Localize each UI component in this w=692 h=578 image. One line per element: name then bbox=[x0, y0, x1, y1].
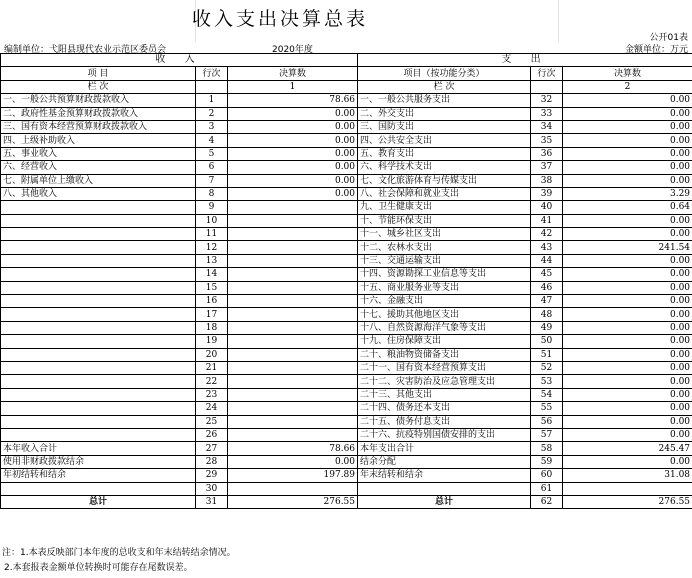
income-item bbox=[1, 295, 196, 308]
table-row bbox=[1, 361, 692, 374]
income-header: 收 入 bbox=[1, 54, 358, 67]
income-amount: 78.66 bbox=[228, 94, 358, 107]
column-index: 1 bbox=[228, 80, 358, 93]
expense-row-no: 60 bbox=[531, 469, 563, 482]
expense-item: 十九、住房保障支出 bbox=[358, 335, 531, 348]
total-label: 总计 bbox=[1, 495, 196, 508]
expense-amount: 3.29 bbox=[563, 187, 692, 200]
expense-item: 二、外交支出 bbox=[358, 107, 531, 120]
expense-item: 四、公共安全支出 bbox=[358, 134, 531, 147]
income-row-no: 28 bbox=[196, 455, 228, 468]
expense-amount: 0.00 bbox=[563, 134, 692, 147]
expense-item: 十八、自然资源海洋气象等支出 bbox=[358, 321, 531, 334]
income-amount: 0.00 bbox=[228, 134, 358, 147]
expense-row-no: 41 bbox=[531, 214, 563, 227]
expense-amount: 0.00 bbox=[563, 455, 692, 468]
column-label: 栏 次 bbox=[358, 80, 531, 93]
table-row bbox=[1, 268, 692, 281]
expense-amount: 0.64 bbox=[563, 201, 692, 214]
expense-row-no: 33 bbox=[531, 107, 563, 120]
income-row-no: 24 bbox=[196, 402, 228, 415]
income-row-no: 22 bbox=[196, 375, 228, 388]
income-item: 一、一般公共预算财政拨款收入 bbox=[1, 94, 196, 107]
table-row bbox=[1, 428, 692, 441]
expense-row-no: 56 bbox=[531, 415, 563, 428]
income-amount bbox=[228, 482, 358, 495]
expense-item: 结余分配 bbox=[358, 455, 531, 468]
expense-amount: 0.00 bbox=[563, 94, 692, 107]
income-row-no: 31 bbox=[196, 495, 228, 508]
expense-row-no: 43 bbox=[531, 241, 563, 254]
table-row bbox=[1, 469, 692, 482]
expense-row-no: 59 bbox=[531, 455, 563, 468]
income-row-no: 15 bbox=[196, 281, 228, 294]
table-row bbox=[1, 442, 692, 455]
income-item bbox=[1, 388, 196, 401]
income-amount bbox=[228, 281, 358, 294]
income-row-no: 7 bbox=[196, 174, 228, 187]
expense-amount: 0.00 bbox=[563, 174, 692, 187]
income-amount bbox=[228, 201, 358, 214]
income-row-no: 12 bbox=[196, 241, 228, 254]
income-row-no: 18 bbox=[196, 321, 228, 334]
expense-amount: 0.00 bbox=[563, 295, 692, 308]
expense-row-no: 51 bbox=[531, 348, 563, 361]
expense-item: 十四、资源勘探工业信息等支出 bbox=[358, 268, 531, 281]
expense-item: 十六、金融支出 bbox=[358, 295, 531, 308]
expense-row-no: 55 bbox=[531, 402, 563, 415]
amount-unit: 金额单位：万元 bbox=[624, 45, 688, 55]
column-index: 2 bbox=[563, 80, 692, 93]
expense-item bbox=[358, 482, 531, 495]
expense-item: 年末结转和结余 bbox=[358, 469, 531, 482]
income-item bbox=[1, 375, 196, 388]
expense-row-no: 40 bbox=[531, 201, 563, 214]
expense-row-no: 62 bbox=[531, 495, 563, 508]
table-row bbox=[1, 107, 692, 120]
row-no-header: 行次 bbox=[531, 67, 563, 80]
income-amount bbox=[228, 361, 358, 374]
income-item: 四、上级补助收入 bbox=[1, 134, 196, 147]
income-row-no: 6 bbox=[196, 161, 228, 174]
income-item: 五、事业收入 bbox=[1, 147, 196, 160]
income-item bbox=[1, 281, 196, 294]
table-row bbox=[1, 281, 692, 294]
income-row-no: 25 bbox=[196, 415, 228, 428]
income-item bbox=[1, 201, 196, 214]
expense-item: 二十五、债务付息支出 bbox=[358, 415, 531, 428]
income-amount: 0.00 bbox=[228, 120, 358, 133]
expense-total: 276.55 bbox=[563, 495, 692, 508]
income-item bbox=[1, 228, 196, 241]
expense-row-no: 48 bbox=[531, 308, 563, 321]
expense-row-no: 50 bbox=[531, 335, 563, 348]
expense-item: 九、卫生健康支出 bbox=[358, 201, 531, 214]
income-item: 六、经营收入 bbox=[1, 161, 196, 174]
expense-amount: 0.00 bbox=[563, 161, 692, 174]
income-row-no: 14 bbox=[196, 268, 228, 281]
income-item: 七、附属单位上缴收入 bbox=[1, 174, 196, 187]
income-row-no: 17 bbox=[196, 308, 228, 321]
income-row-no: 1 bbox=[196, 94, 228, 107]
expense-item: 三、国防支出 bbox=[358, 120, 531, 133]
expense-amount: 0.00 bbox=[563, 388, 692, 401]
expense-item: 十二、农林水支出 bbox=[358, 241, 531, 254]
income-item bbox=[1, 415, 196, 428]
expense-amount: 0.00 bbox=[563, 335, 692, 348]
expense-amount: 31.08 bbox=[563, 469, 692, 482]
expense-row-no: 53 bbox=[531, 375, 563, 388]
income-amount bbox=[228, 295, 358, 308]
income-row-no: 30 bbox=[196, 482, 228, 495]
column-label: 栏 次 bbox=[1, 80, 196, 93]
table-row bbox=[1, 375, 692, 388]
expense-amount: 0.00 bbox=[563, 321, 692, 334]
expense-item: 十一、城乡社区支出 bbox=[358, 228, 531, 241]
expense-amount bbox=[563, 482, 692, 495]
form-code: 公开01表 bbox=[649, 33, 688, 43]
expense-row-no: 54 bbox=[531, 388, 563, 401]
footnote: 注：1.本表反映部门本年度的总收支和年末结转结余情况。 bbox=[2, 548, 236, 558]
expense-amount: 0.00 bbox=[563, 120, 692, 133]
expense-row-no: 42 bbox=[531, 228, 563, 241]
income-item bbox=[1, 428, 196, 441]
expense-item: 八、社会保障和就业支出 bbox=[358, 187, 531, 200]
income-amount bbox=[228, 321, 358, 334]
expense-item: 五、教育支出 bbox=[358, 147, 531, 160]
income-amount bbox=[228, 375, 358, 388]
expense-amount: 0.00 bbox=[563, 107, 692, 120]
income-item bbox=[1, 482, 196, 495]
expense-row-no: 37 bbox=[531, 161, 563, 174]
income-item: 三、国有资本经营预算财政拨款收入 bbox=[1, 120, 196, 133]
expense-item: 十三、交通运输支出 bbox=[358, 254, 531, 267]
expense-row-no: 32 bbox=[531, 94, 563, 107]
table-row bbox=[1, 174, 692, 187]
expense-row-no: 47 bbox=[531, 295, 563, 308]
table-row bbox=[1, 348, 692, 361]
income-item bbox=[1, 308, 196, 321]
expense-item: 二十一、国有资本经营预算支出 bbox=[358, 361, 531, 374]
income-row-no: 10 bbox=[196, 214, 228, 227]
income-row-no: 9 bbox=[196, 201, 228, 214]
income-row-no: 13 bbox=[196, 254, 228, 267]
income-item: 二、政府性基金预算财政拨款收入 bbox=[1, 107, 196, 120]
table-row bbox=[1, 254, 692, 267]
expense-header: 支 出 bbox=[358, 54, 692, 67]
expense-item: 二十二、灾害防治及应急管理支出 bbox=[358, 375, 531, 388]
expense-item: 二十、粮油物资储备支出 bbox=[358, 348, 531, 361]
income-item bbox=[1, 335, 196, 348]
expense-item: 十五、商业服务业等支出 bbox=[358, 281, 531, 294]
table-row bbox=[1, 321, 692, 334]
income-amount bbox=[228, 268, 358, 281]
header-row-columns bbox=[1, 67, 692, 80]
item-func-header: 项目（按功能分类） bbox=[358, 67, 531, 80]
expense-row-no: 38 bbox=[531, 174, 563, 187]
table-row bbox=[1, 147, 692, 160]
income-item bbox=[1, 321, 196, 334]
income-item bbox=[1, 214, 196, 227]
income-item: 八、其他收入 bbox=[1, 187, 196, 200]
income-item bbox=[1, 268, 196, 281]
income-row-no: 26 bbox=[196, 428, 228, 441]
table-row bbox=[1, 187, 692, 200]
report-title: 收入支出决算总表 bbox=[191, 8, 368, 30]
expense-row-no: 34 bbox=[531, 120, 563, 133]
empty-cell bbox=[196, 80, 228, 93]
expense-row-no: 35 bbox=[531, 134, 563, 147]
expense-amount: 0.00 bbox=[563, 428, 692, 441]
expense-item: 六、科学技术支出 bbox=[358, 161, 531, 174]
income-row-no: 5 bbox=[196, 147, 228, 160]
expense-amount: 0.00 bbox=[563, 254, 692, 267]
income-item bbox=[1, 241, 196, 254]
expense-row-no: 39 bbox=[531, 187, 563, 200]
income-row-no: 23 bbox=[196, 388, 228, 401]
expense-row-no: 36 bbox=[531, 147, 563, 160]
table-row bbox=[1, 161, 692, 174]
expense-item: 二十三、其他支出 bbox=[358, 388, 531, 401]
income-row-no: 16 bbox=[196, 295, 228, 308]
compiling-unit: 编制单位：弋阳县现代农业示范区委员会 bbox=[4, 45, 167, 55]
income-amount bbox=[228, 348, 358, 361]
table-row bbox=[1, 214, 692, 227]
income-amount bbox=[228, 335, 358, 348]
table-row bbox=[1, 120, 692, 133]
table-row bbox=[1, 308, 692, 321]
amount-header: 决算数 bbox=[563, 67, 692, 80]
table-row bbox=[1, 335, 692, 348]
income-amount bbox=[228, 308, 358, 321]
expense-amount: 0.00 bbox=[563, 147, 692, 160]
expense-item: 二十六、抗疫特别国债安排的支出 bbox=[358, 428, 531, 441]
expense-item: 本年支出合计 bbox=[358, 442, 531, 455]
income-item bbox=[1, 402, 196, 415]
table-row bbox=[1, 415, 692, 428]
expense-row-no: 52 bbox=[531, 361, 563, 374]
table-row bbox=[1, 201, 692, 214]
income-amount: 0.00 bbox=[228, 174, 358, 187]
income-row-no: 3 bbox=[196, 120, 228, 133]
footnotes bbox=[2, 546, 236, 576]
expense-row-no: 49 bbox=[531, 321, 563, 334]
income-amount bbox=[228, 388, 358, 401]
table-row bbox=[1, 388, 692, 401]
income-amount bbox=[228, 228, 358, 241]
income-row-no: 11 bbox=[196, 228, 228, 241]
header-row-section bbox=[1, 54, 692, 67]
income-amount: 0.00 bbox=[228, 455, 358, 468]
expense-item: 十、节能环保支出 bbox=[358, 214, 531, 227]
empty-cell bbox=[531, 80, 563, 93]
income-row-no: 21 bbox=[196, 361, 228, 374]
expense-row-no: 57 bbox=[531, 428, 563, 441]
income-amount: 78.66 bbox=[228, 442, 358, 455]
income-amount bbox=[228, 241, 358, 254]
income-row-no: 4 bbox=[196, 134, 228, 147]
table-row bbox=[1, 295, 692, 308]
expense-amount: 241.54 bbox=[563, 241, 692, 254]
footnote: 2.本套报表金额单位转换时可能存在尾数误差。 bbox=[4, 563, 193, 573]
expense-amount: 0.00 bbox=[563, 361, 692, 374]
expense-amount: 0.00 bbox=[563, 415, 692, 428]
income-item: 使用非财政拨款结余 bbox=[1, 455, 196, 468]
expense-item: 七、文化旅游体育与传媒支出 bbox=[358, 174, 531, 187]
expense-amount: 0.00 bbox=[563, 375, 692, 388]
income-amount bbox=[228, 254, 358, 267]
expense-amount: 0.00 bbox=[563, 348, 692, 361]
amount-header: 决算数 bbox=[228, 67, 358, 80]
expense-item: 二十四、债务还本支出 bbox=[358, 402, 531, 415]
income-total: 276.55 bbox=[228, 495, 358, 508]
row-no-header: 行次 bbox=[196, 67, 228, 80]
expense-amount: 0.00 bbox=[563, 402, 692, 415]
income-expense-table bbox=[0, 53, 692, 509]
income-item bbox=[1, 361, 196, 374]
expense-row-no: 45 bbox=[531, 268, 563, 281]
income-row-no: 19 bbox=[196, 335, 228, 348]
income-amount: 0.00 bbox=[228, 187, 358, 200]
table-row bbox=[1, 134, 692, 147]
income-item: 本年收入合计 bbox=[1, 442, 196, 455]
income-amount bbox=[228, 428, 358, 441]
expense-row-no: 44 bbox=[531, 254, 563, 267]
table-row bbox=[1, 94, 692, 107]
income-amount bbox=[228, 402, 358, 415]
expense-amount: 0.00 bbox=[563, 214, 692, 227]
table-row bbox=[1, 228, 692, 241]
income-row-no: 20 bbox=[196, 348, 228, 361]
income-row-no: 2 bbox=[196, 107, 228, 120]
item-header: 项 目 bbox=[1, 67, 196, 80]
expense-row-no: 58 bbox=[531, 442, 563, 455]
income-row-no: 29 bbox=[196, 469, 228, 482]
table-row bbox=[1, 482, 692, 495]
income-amount bbox=[228, 415, 358, 428]
income-amount: 0.00 bbox=[228, 147, 358, 160]
expense-amount: 0.00 bbox=[563, 281, 692, 294]
table-row bbox=[1, 241, 692, 254]
income-amount: 0.00 bbox=[228, 161, 358, 174]
expense-amount: 0.00 bbox=[563, 268, 692, 281]
expense-item: 一、一般公共服务支出 bbox=[358, 94, 531, 107]
table-row bbox=[1, 455, 692, 468]
income-amount: 0.00 bbox=[228, 107, 358, 120]
income-item bbox=[1, 348, 196, 361]
report-year: 2020年度 bbox=[272, 45, 313, 55]
income-item: 年初结转和结余 bbox=[1, 469, 196, 482]
income-item bbox=[1, 254, 196, 267]
expense-amount: 245.47 bbox=[563, 442, 692, 455]
expense-row-no: 61 bbox=[531, 482, 563, 495]
income-amount bbox=[228, 214, 358, 227]
total-row bbox=[1, 495, 692, 508]
expense-item: 十七、援助其他地区支出 bbox=[358, 308, 531, 321]
expense-amount: 0.00 bbox=[563, 308, 692, 321]
total-label: 总计 bbox=[358, 495, 531, 508]
header-row-column-index bbox=[1, 80, 692, 93]
expense-row-no: 46 bbox=[531, 281, 563, 294]
income-amount: 197.89 bbox=[228, 469, 358, 482]
table-row bbox=[1, 402, 692, 415]
income-row-no: 27 bbox=[196, 442, 228, 455]
income-row-no: 8 bbox=[196, 187, 228, 200]
expense-amount: 0.00 bbox=[563, 228, 692, 241]
